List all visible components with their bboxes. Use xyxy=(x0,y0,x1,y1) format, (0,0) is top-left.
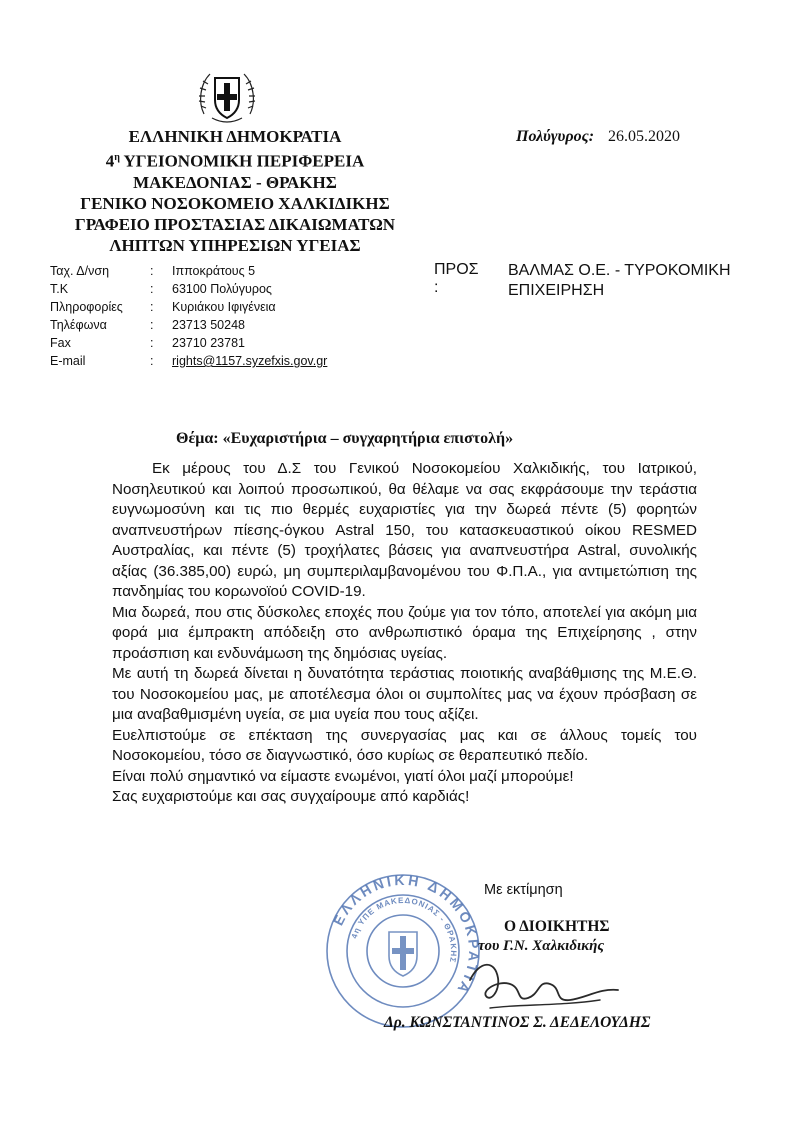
contact-sep: : xyxy=(150,336,154,350)
header-line-6: ΛΗΠΤΩΝ ΥΠΗΡΕΣΙΩΝ ΥΓΕΙΑΣ xyxy=(109,235,361,255)
contact-key: E-mail xyxy=(50,354,86,368)
body-paragraph: Μια δωρεά, που στις δύσκολες εποχές που ζούμε για τον τόπο, αποτελεί για ακόμη μια φορά μια έμπρακτη απόδειξη στο ανθρωπιστικό όραμα της Επιχείρησης , στην προάσπιση και ενδυνάμωση της δημόσιας υγείας. xyxy=(112,603,697,662)
issuer-header xyxy=(70,126,400,256)
body-paragraph: Με αυτή τη δωρεά δίνεται η δυνατότητα τεράστιας ποιοτικής αναβάθμισης της Μ.Ε.Θ. του Νοσοκομείου μας, με αποτέλεσμα όλοι οι συμπολίτες μας να έχουν πρόσβαση σε μια αναβαθμισμένη υγεία, σε μια υγεία που τους αξίζει. xyxy=(112,665,697,723)
contact-value: 23713 50248 xyxy=(172,318,245,332)
header-line-1: ΕΛΛΗΝΙΚΗ ΔΗΜΟΚΡΑΤΙΑ xyxy=(128,127,342,146)
contact-key: Πληροφορίες xyxy=(50,300,123,314)
place-label: Πολύγυρος: xyxy=(516,128,595,145)
greek-emblem-icon xyxy=(196,64,258,126)
recipient-name-line-1: ΒΑΛΜΑΣ Ο.Ε. - ΤΥΡΟΚΟΜΙΚΗ xyxy=(508,262,731,279)
contact-sep: : xyxy=(150,282,154,296)
recipient-name xyxy=(508,261,798,301)
signatory-subtitle: του Γ.Ν. Χαλκιδικής xyxy=(478,938,605,954)
contact-value: Κυριάκου Ιφιγένεια xyxy=(172,300,276,314)
closing-phrase: Με εκτίμηση xyxy=(484,882,563,898)
contact-sep: : xyxy=(150,354,154,368)
email-link[interactable]: rights@1157.syzefxis.gov.gr xyxy=(172,354,328,368)
header-line-2-prefix: 4 xyxy=(105,151,115,171)
contact-sep: : xyxy=(150,318,154,332)
header-line-5: ΓΡΑΦΕΙΟ ΠΡΟΣΤΑΣΙΑΣ ΔΙΚΑΙΩΜΑΤΩΝ xyxy=(74,214,396,234)
signatory-title: Ο ΔΙΟΙΚΗΤΗΣ xyxy=(504,918,610,935)
place-date xyxy=(516,128,680,146)
letter-subject: Θέμα: «Ευχαριστήρια – συγχαρητήρια επιστολή» xyxy=(176,430,514,447)
contact-key: Ταχ. Δ/νση xyxy=(50,264,110,278)
signatory-name: Δρ. ΚΩΝΣΤΑΝΤΙΝΟΣ Σ. ΔΕΔΕΛΟΥΔΗΣ xyxy=(384,1014,651,1031)
contact-key: Fax xyxy=(50,336,71,350)
body-paragraph: Εκ μέρους του Δ.Σ του Γενικού Νοσοκομείου Χαλκιδικής, του Ιατρικού, Νοσηλευτικού και λοιπού προσωπικού, θα θέλαμε να σας εκφράσουμε την τεράστια ευγνωμοσύνη και τις πιο θερμές ευχαριστίες για την δωρεά πέντε (5) φορητών αναπνευστήρων πίεσης-όγκου Astral 150, του κατασκευαστικού οίκου RESMED Αυστραλίας, και πέντε (5) τροχήλατες βάσεις για αναπνευστήρα Astral, συνολικής αξίας (36.385,00) ευρώ, μη συμπεριλαμβανομένου του Φ.Π.Α., για αντιμετώπιση της πανδημίας του κορωνοϊού COVID-19. xyxy=(112,460,697,600)
handwritten-signature xyxy=(450,950,650,1020)
contact-sep: : xyxy=(150,300,154,314)
contact-sep: : xyxy=(150,264,154,278)
svg-text:4η ΥΠΕ ΜΑΚΕΔΟΝΙΑΣ - ΘΡΑΚΗΣ: 4η ΥΠΕ ΜΑΚΕΔΟΝΙΑΣ - ΘΡΑΚΗΣ xyxy=(349,895,459,965)
header-line-2 xyxy=(70,147,400,172)
body-paragraph: Σας ευχαριστούμε και σας συγχαίρουμε από καρδιάς! xyxy=(112,788,470,805)
contact-value: 63100 Πολύγυρος xyxy=(172,282,272,296)
contact-key: Τ.Κ xyxy=(50,282,69,296)
letter-body xyxy=(112,459,697,808)
recipient-label: ΠΡΟΣ : xyxy=(434,261,479,296)
svg-text:ΕΛΛΗΝΙΚΗ ΔΗΜΟΚΡΑΤΙΑ: ΕΛΛΗΝΙΚΗ ΔΗΜΟΚΡΑΤΙΑ xyxy=(329,871,483,999)
header-line-2-rest: ΥΓΕΙΟΝΟΜΙΚΗ ΠΕΡΙΦΕΡΕΙΑ xyxy=(119,151,365,171)
header-line-3: ΜΑΚΕΔΟΝΙΑΣ - ΘΡΑΚΗΣ xyxy=(133,172,337,192)
body-paragraph: Είναι πολύ σημαντικό να είμαστε ενωμένοι, γιατί όλοι μαζί μπορούμε! xyxy=(112,767,574,785)
contact-value: 23710 23781 xyxy=(172,336,245,350)
contact-key: Τηλέφωνα xyxy=(50,318,107,332)
header-line-4: ΓΕΝΙΚΟ ΝΟΣΟΚΟΜΕΙΟ ΧΑΛΚΙΔΙΚΗΣ xyxy=(80,193,390,213)
recipient-name-line-2: ΕΠΙΧΕΙΡΗΣΗ xyxy=(508,282,605,299)
contact-value: Ιπποκράτους 5 xyxy=(172,264,256,278)
body-paragraph: Ευελπιστούμε σε επέκταση της συνεργασίας μας και σε άλλους τομείς του Νοσοκομείου, τόσο σε διαγνωστικό, όσο κυρίως σε θεραπευτικό πεδίο. xyxy=(112,726,697,764)
header-line-2-sup: η xyxy=(114,152,120,163)
letter-date: 26.05.2020 xyxy=(608,128,681,145)
